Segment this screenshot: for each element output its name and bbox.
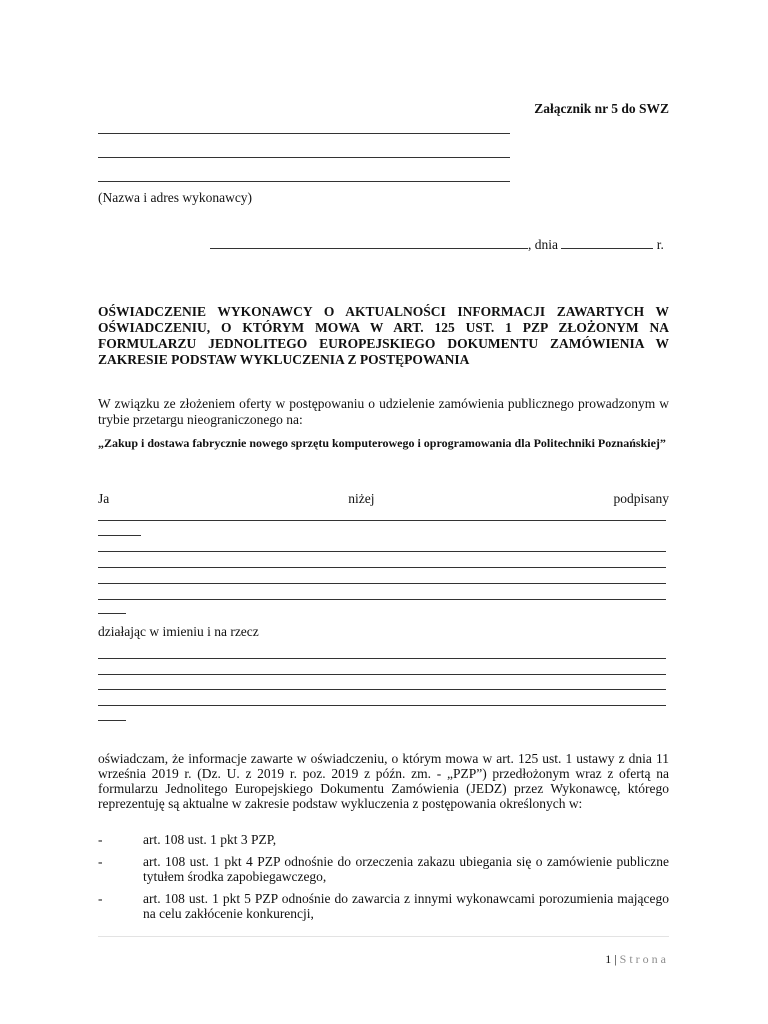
acting-label: działając w imieniu i na rzecz [98,624,259,639]
signer-word-2: niżej [348,491,375,506]
signer-word-1: Ja [98,491,110,506]
signer-line-1-cont[interactable] [98,535,141,536]
document-heading: OŚWIADCZENIE WYKONAWCY O AKTUALNOŚCI INFORMACJI ZAWARTYCH W OŚWIADCZENIU, O KTÓRYM MOWA W ART. 125 UST. 1 PZP ZŁOŻONYM NA FORMULARZU JEDNOLITEGO EUROPEJSKIEGO DOKUMENTU ZAMÓWIENIA W ZAKRESIE PODSTAW WYKLUCZENIA Z POSTĘPOWANIA [98,304,669,367]
signer-row [98,491,669,507]
place-field[interactable] [210,238,528,249]
signer-word-3: podpisany [613,491,669,506]
procurement-subject: „Zakup i dostawa fabrycznie nowego sprzętu komputerowego i oprogramowania dla Politechniki Poznańskiej” [98,436,666,450]
list-item-2: art. 108 ust. 1 pkt 4 PZP odnośnie do orzeczenia zakazu ubiegania się o zamówienie publiczne tytułem środka zapobiegawczego, [143,854,669,884]
company-line-4-cont[interactable] [98,720,126,721]
page-footer [605,952,669,967]
intro-paragraph: W związku ze złożeniem oferty w postępowaniu o udzielenie zamówienia publicznego prowadzonym w trybie przetargu nieograniczonego na: [98,396,669,427]
company-line-1[interactable] [98,658,666,659]
signer-line-5-cont[interactable] [98,613,126,614]
list-item-3: art. 108 ust. 1 pkt 5 PZP odnośnie do zawarcia z innymi wykonawcami porozumienia mającego na celu zakłócenie konkurencji, [143,891,669,921]
date-field[interactable] [561,238,653,249]
signer-line-4[interactable] [98,583,666,584]
list-item-2-dash: - [98,854,103,869]
page-number: 1 [605,952,612,966]
page-label: Strona [619,952,669,966]
company-line-3[interactable] [98,689,666,690]
footer-divider [98,936,669,937]
list-item-1: art. 108 ust. 1 pkt 3 PZP, [143,832,277,847]
place-date-line [210,237,669,253]
statement-paragraph: oświadczam, że informacje zawarte w oświadczeniu, o którym mowa w art. 125 ust. 1 ustawy z dnia 11 września 2019 r. (Dz. U. z 2019 r. poz. 2019 z późn. zm. - „PZP”) przedłożonym wraz z ofertą na formularzu Jednolitego Europejskiego Dokumentu Zamówienia (JEDZ) przez Wykonawcę, którego reprezentuję są aktualne w zakresie podstaw wykluczenia z postępowania określonych w: [98,751,669,811]
signer-line-2[interactable] [98,551,666,552]
date-r-label: r. [656,237,664,252]
list-item-1-dash: - [98,832,103,847]
company-line-4[interactable] [98,705,666,706]
list-item-3-dash: - [98,891,103,906]
date-dnia-label: , dnia [528,237,558,252]
contractor-line-1[interactable] [98,133,510,134]
contractor-line-3[interactable] [98,181,510,182]
contractor-line-2[interactable] [98,157,510,158]
signer-line-1[interactable] [98,520,666,521]
annex-title: Załącznik nr 5 do SWZ [534,101,669,116]
signer-line-5[interactable] [98,599,666,600]
signer-line-3[interactable] [98,567,666,568]
footer-separator: | [614,952,617,966]
contractor-label: (Nazwa i adres wykonawcy) [98,190,253,205]
company-line-2[interactable] [98,674,666,675]
